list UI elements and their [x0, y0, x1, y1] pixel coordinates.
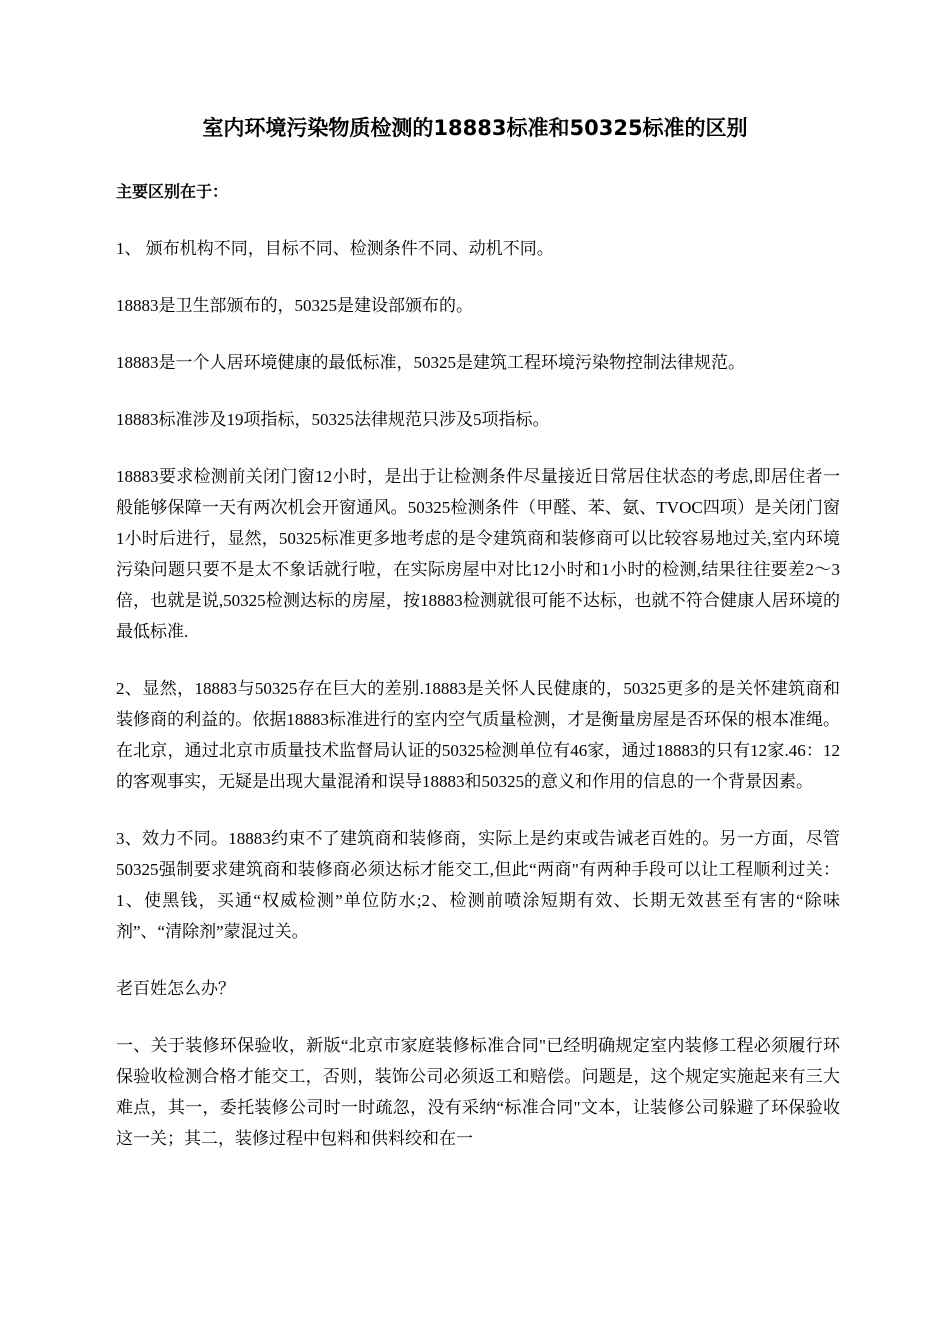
paragraph: 18883要求检测前关闭门窗12小时，是出于让检测条件尽量接近日常居住状态的考虑,即居住者一般能够保障一天有两次机会开窗通风。50325检测条件（甲醛、苯、氨、TVOC四项）是关闭门窗1小时后进行，显然，50325标准更多地考虑的是令建筑商和装修商可以比较容易地过关,室内环境污染问题只要不是太不象话就行啦，在实际房屋中对比12小时和1小时的检测,结果往往要差2～3倍，也就是说,50325检测达标的房屋，按18883检测就很可能不达标，也就不符合健康人居环境的最低标准. — [116, 467, 840, 641]
paragraph: 1、 颁布机构不同，目标不同、检测条件不同、动机不同。 — [116, 239, 554, 258]
document-body — [116, 176, 840, 1180]
paragraph: 3、效力不同。18883约束不了建筑商和装修商，实际上是约束或告诫老百姓的。另一方面，尽管50325强制要求建筑商和装修商必须达标才能交工,但此“两商"有两种手段可以让工程顺利过关：1、使黑钱，买通“权威检测”单位防水;2、检测前喷涂短期有效、长期无效甚至有害的“除味剂”、“清除剂”蒙混过关。 — [116, 829, 840, 941]
document-title: 室内环境污染物质检测的18883标准和50325标准的区别 — [202, 116, 748, 140]
paragraph: 18883是卫生部颁布的，50325是建设部颁布的。 — [116, 296, 473, 315]
paragraph: 18883标准涉及19项指标，50325法律规范只涉及5项指标。 — [116, 410, 550, 429]
paragraph: 老百姓怎么办？ — [116, 979, 235, 998]
paragraph: 一、关于装修环保验收，新版“北京市家庭装修标准合同"已经明确规定室内装修工程必须履行环保验收检测合格才能交工，否则，装饰公司必须返工和赔偿。问题是，这个规定实施起来有三大难点，其一，委托装修公司时一时疏忽，没有采纳“标准合同"文本，让装修公司躲避了环保验收这一关；其二，装修过程中包料和供料绞和在一 — [116, 1036, 840, 1148]
paragraph: 18883是一个人居环境健康的最低标准，50325是建筑工程环境污染物控制法律规范。 — [116, 353, 745, 372]
section-heading: 主要区别在于： — [116, 182, 229, 201]
paragraph: 2、显然，18883与50325存在巨大的差别.18883是关怀人民健康的，50325更多的是关怀建筑商和装修商的利益的。依据18883标准进行的室内空气质量检测，才是衡量房屋是否环保的根本准绳。在北京，通过北京市质量技术监督局认证的50325检测单位有46家，通过18883的只有12家.46：12的客观事实，无疑是出现大量混淆和误导18883和50325的意义和作用的信息的一个背景因素。 — [116, 679, 840, 791]
